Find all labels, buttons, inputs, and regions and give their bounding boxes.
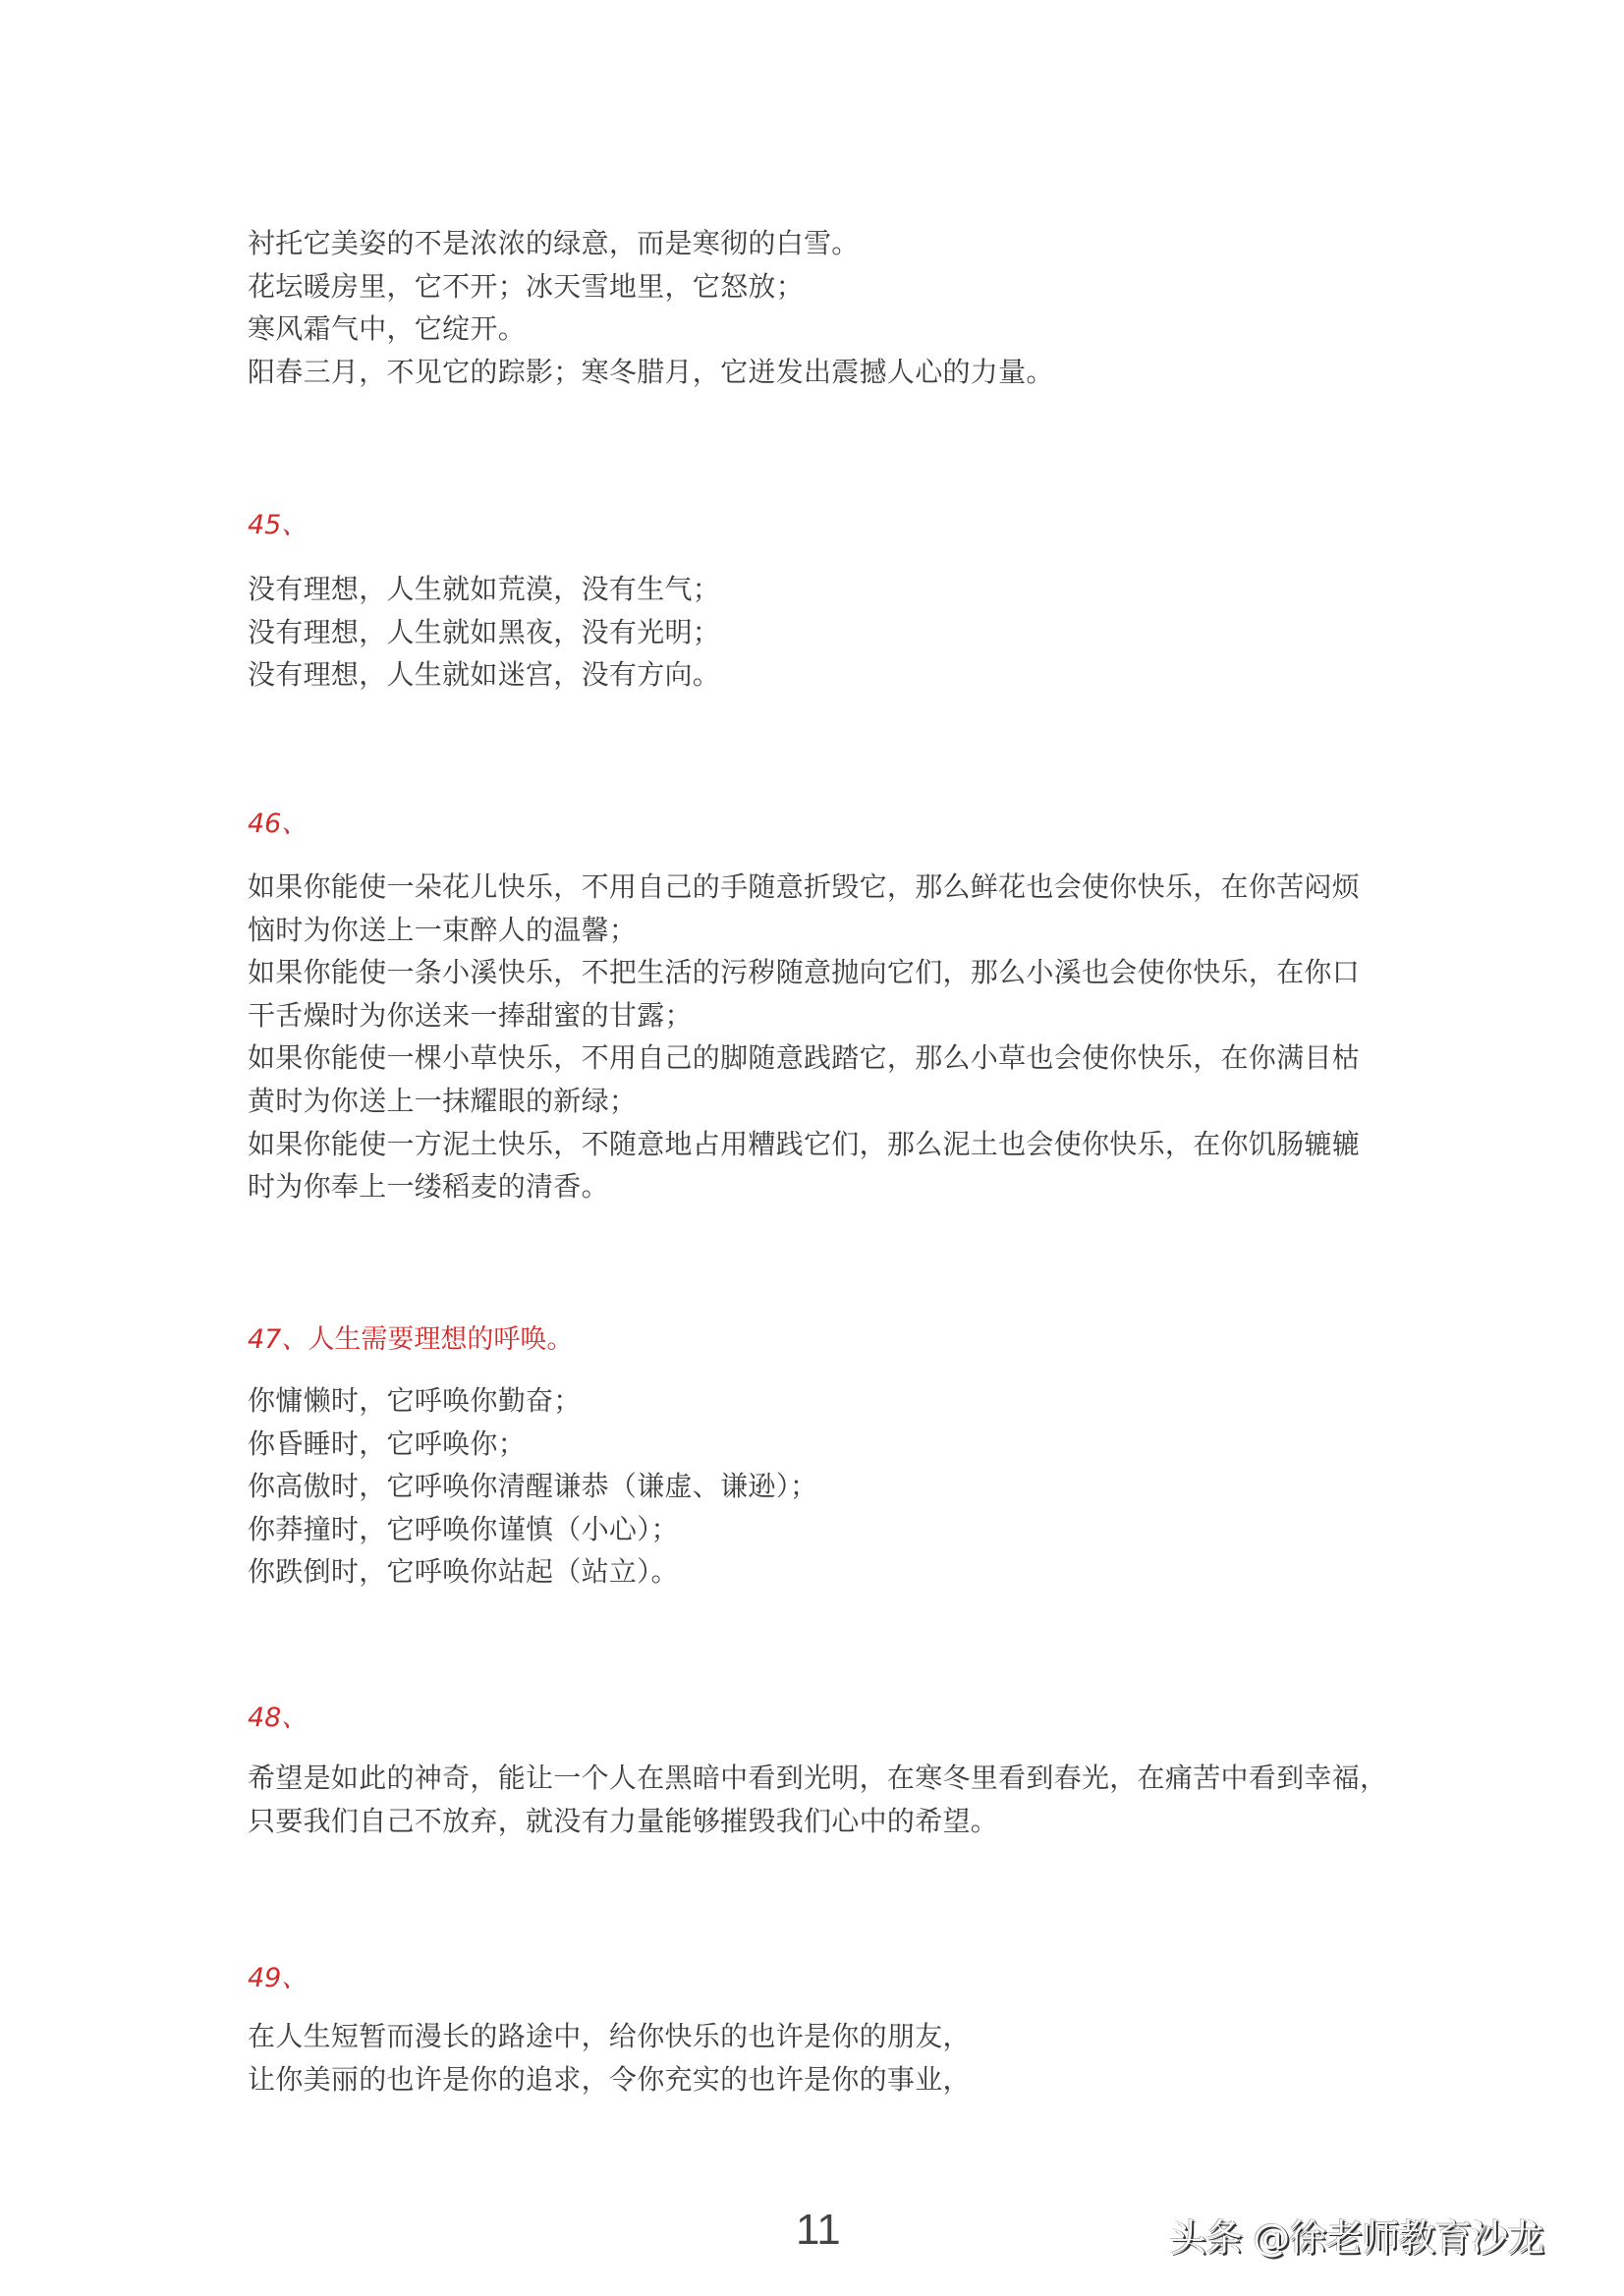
section-number: 49、 bbox=[248, 1963, 308, 1993]
section-heading-48 bbox=[248, 1702, 308, 1735]
section-body-47 bbox=[248, 1379, 1397, 1594]
text-line: 让你美丽的也许是你的追求，令你充实的也许是你的事业， bbox=[248, 2062, 971, 2096]
text-line: 如果你能使一条小溪快乐，不把生活的污秽随意抛向它们，那么小溪也会使你快乐，在你口 bbox=[248, 956, 1361, 989]
text-line: 你昏睡时，它呼唤你； bbox=[248, 1427, 527, 1460]
section-body-45 bbox=[248, 568, 1397, 697]
text-line: 没有理想，人生就如荒漠，没有生气； bbox=[248, 573, 721, 605]
text-line: 花坛暖房里，它不开；冰天雪地里，它怒放； bbox=[248, 269, 805, 303]
text-line: 干舌燥时为你送来一捧甜蜜的甘露； bbox=[248, 998, 693, 1032]
intro-paragraph bbox=[248, 222, 1397, 393]
section-body-48 bbox=[248, 1757, 1397, 1842]
text-line: 时为你奉上一缕稻麦的清香。 bbox=[248, 1170, 609, 1204]
text-line: 你莽撞时，它呼唤你谨慎（小心）； bbox=[248, 1512, 679, 1545]
text-line: 你慵懒时，它呼唤你勤奋； bbox=[248, 1384, 582, 1417]
text-line: 在人生短暂而漫长的路途中，给你快乐的也许是你的朋友， bbox=[248, 2020, 971, 2052]
section-heading-45 bbox=[248, 509, 308, 542]
section-heading-47 bbox=[248, 1323, 573, 1357]
section-body-46 bbox=[248, 866, 1397, 1208]
section-body-49 bbox=[248, 2015, 1397, 2100]
text-line: 恼时为你送上一束醉人的温馨； bbox=[248, 913, 638, 946]
text-line: 如果你能使一棵小草快乐，不用自己的脚随意践踏它，那么小草也会使你快乐，在你满目枯 bbox=[248, 1041, 1361, 1075]
section-number: 48、 bbox=[248, 1703, 308, 1733]
source-watermark: 头条 @徐老师教育沙龙 bbox=[1169, 2216, 1544, 2260]
text-line: 衬托它美姿的不是浓浓的绿意，而是寒彻的白雪。 bbox=[248, 227, 860, 259]
text-line: 你高傲时，它呼唤你清醒谦恭（谦虚、谦逊）； bbox=[248, 1470, 818, 1503]
text-line: 寒风霜气中，它绽开。 bbox=[248, 312, 527, 346]
text-line: 你跌倒时，它呼唤你站起（站立）。 bbox=[248, 1555, 679, 1589]
text-line: 黄时为你送上一抹耀眼的新绿； bbox=[248, 1084, 638, 1117]
page-number: 11 bbox=[796, 2206, 841, 2254]
text-line: 希望是如此的神奇，能让一个人在黑暗中看到光明，在寒冬里看到春光，在痛苦中看到幸福， bbox=[248, 1762, 1388, 1794]
text-line: 没有理想，人生就如迷宫，没有方向。 bbox=[248, 658, 721, 692]
section-number: 46、 bbox=[248, 809, 308, 839]
section-number: 47、 bbox=[248, 1324, 308, 1355]
section-heading-46 bbox=[248, 808, 308, 841]
section-heading-49 bbox=[248, 1962, 308, 1995]
section-title: 人生需要理想的呼唤。 bbox=[308, 1324, 574, 1355]
text-line: 如果你能使一朵花儿快乐，不用自己的手随意折毁它，那么鲜花也会使你快乐，在你苦闷烦 bbox=[248, 870, 1361, 903]
text-line: 没有理想，人生就如黑夜，没有光明； bbox=[248, 615, 721, 648]
text-line: 只要我们自己不放弃，就没有力量能够摧毁我们心中的希望。 bbox=[248, 1804, 999, 1837]
section-number: 45、 bbox=[248, 510, 308, 540]
text-line: 如果你能使一方泥土快乐，不随意地占用糟践它们，那么泥土也会使你快乐，在你饥肠辘辘 bbox=[248, 1127, 1361, 1160]
text-line: 阳春三月，不见它的踪影；寒冬腊月，它迸发出震撼人心的力量。 bbox=[248, 355, 1054, 388]
